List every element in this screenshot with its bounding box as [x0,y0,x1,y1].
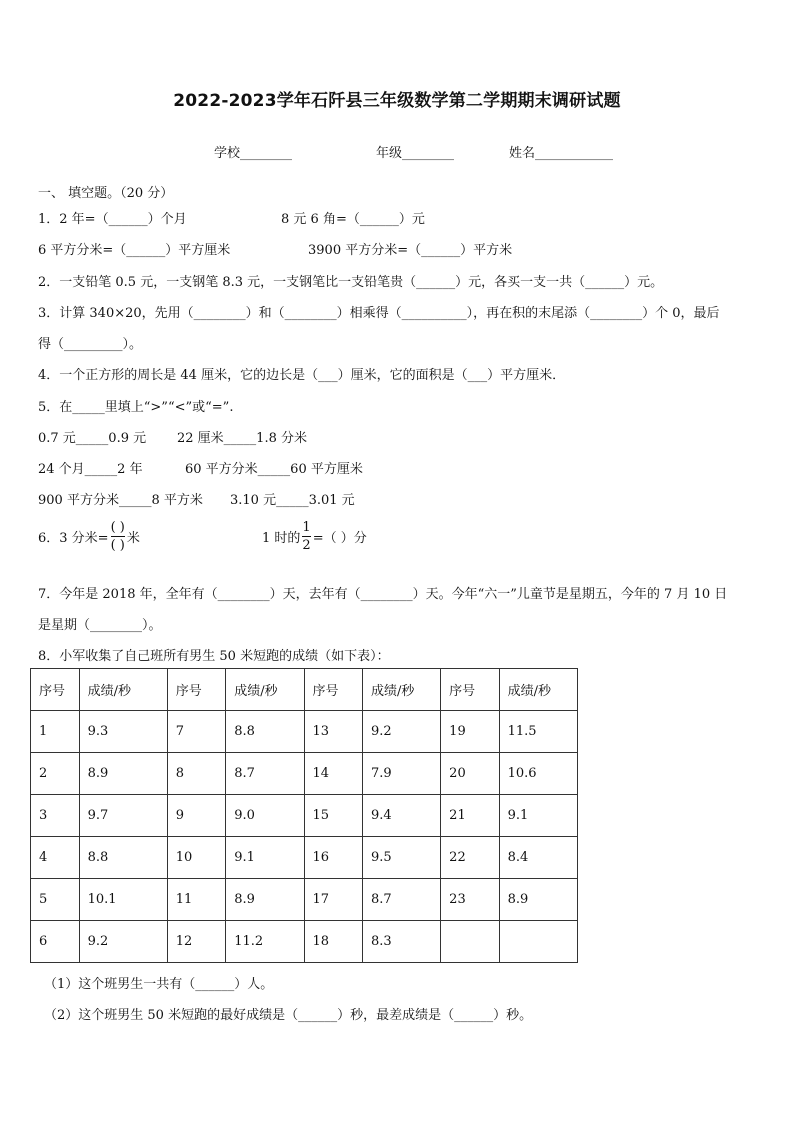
fraction-numerator: 1 [302,520,311,535]
table-cell: 8 [167,753,225,795]
question-1a: 1．2 年=（______）个月 [38,212,187,227]
fraction-denominator: ( ) [110,538,125,553]
table-row [31,921,578,963]
table-cell: 21 [441,795,499,837]
fraction-numerator: ( ) [110,520,125,535]
table-row [31,837,578,879]
table-cell [499,921,577,963]
compare-item: 3.10 元_____3.01 元 [230,493,355,508]
table-cell: 9.2 [79,921,167,963]
table-cell: 9.2 [362,711,440,753]
table-cell: 14 [304,753,362,795]
table-header-cell: 序号 [441,669,499,711]
question-6b [262,520,367,553]
table-cell: 8.8 [226,711,304,753]
question-1b: 8 元 6 角=（______）元 [281,212,425,227]
question-5-intro: 5．在_____里填上“>”“<”或“=”. [38,400,234,415]
page-title: 2022-2023学年石阡县三年级数学第二学期期末调研试题 [173,91,621,111]
table-cell: 8.9 [226,879,304,921]
sprint-results-table [30,668,578,963]
table-header-cell: 序号 [31,669,80,711]
table-cell: 5 [31,879,80,921]
table-cell: 9.1 [499,795,577,837]
table-cell: 23 [441,879,499,921]
q6a-suffix: 米 [126,531,140,546]
table-cell: 20 [441,753,499,795]
table-cell: 8.4 [499,837,577,879]
table-cell: 8.7 [362,879,440,921]
table-cell: 8.9 [499,879,577,921]
table-cell: 17 [304,879,362,921]
question-8-sub1: （1）这个班男生一共有（______）人。 [44,977,274,992]
question-7-line1: 7．今年是 2018 年，全年有（________）天，去年有（________）天。今年“六一”儿童节是星期五，今年的 7 月 10 日 [38,587,728,602]
table-cell: 8.3 [362,921,440,963]
question-6a [38,520,140,553]
fraction-blank [111,520,125,553]
table-header-row [31,669,578,711]
question-4: 4．一个正方形的周长是 44 厘米，它的边长是（___）厘米，它的面积是（___）平方厘米． [38,368,566,383]
table-cell: 12 [167,921,225,963]
compare-item: 900 平方分米_____8 平方米 [38,493,203,508]
table-cell: 9 [167,795,225,837]
table-cell: 10.1 [79,879,167,921]
compare-item: 60 平方分米_____60 平方厘米 [185,462,363,477]
table-header-cell: 成绩/秒 [226,669,304,711]
q6a-prefix: 6．3 分米= [38,531,109,546]
table-cell: 7.9 [362,753,440,795]
table-cell: 9.7 [79,795,167,837]
table-cell: 1 [31,711,80,753]
question-8-intro: 8．小军收集了自己班所有男生 50 米短跑的成绩（如下表）： [38,649,390,664]
table-row [31,879,578,921]
school-field[interactable]: 学校________ [214,146,293,161]
table-cell: 9.5 [362,837,440,879]
question-7-line2: 是星期（________）。 [38,618,162,633]
table-cell: 8.9 [79,753,167,795]
table-header-cell: 序号 [167,669,225,711]
table-cell: 8.8 [79,837,167,879]
compare-item: 22 厘米_____1.8 分米 [177,431,307,446]
question-3-line1: 3．计算 340×20，先用（________）和（________）相乘得（__________），再在积的末尾添（________）个 0，最后 [38,306,720,321]
fraction-one-half [302,520,310,553]
table-cell: 16 [304,837,362,879]
table-cell: 13 [304,711,362,753]
table-cell: 6 [31,921,80,963]
question-8-sub2: （2）这个班男生 50 米短跑的最好成绩是（______）秒，最差成绩是（______）秒。 [44,1008,533,1023]
fraction-denominator: 2 [302,538,311,553]
question-2: 2．一支铅笔 0.5 元，一支钢笔 8.3 元，一支钢笔比一支铅笔贵（______）元，各买一支一共（______）元。 [38,275,664,290]
table-header-cell: 成绩/秒 [79,669,167,711]
table-cell: 9.4 [362,795,440,837]
table-cell: 9.3 [79,711,167,753]
table-cell: 10.6 [499,753,577,795]
table-row [31,753,578,795]
question-3-line2: 得（_________）。 [38,337,143,352]
table-cell: 4 [31,837,80,879]
table-row [31,711,578,753]
table-cell: 2 [31,753,80,795]
compare-item: 0.7 元_____0.9 元 [38,431,147,446]
table-cell: 15 [304,795,362,837]
table-cell: 11.2 [226,921,304,963]
section-heading: 一、 填空题。（20 分） [38,186,174,201]
table-cell: 8.7 [226,753,304,795]
table-cell: 22 [441,837,499,879]
table-cell: 11 [167,879,225,921]
compare-item: 24 个月_____2 年 [38,462,143,477]
table-cell [441,921,499,963]
table-cell: 10 [167,837,225,879]
table-cell: 9.1 [226,837,304,879]
table-header-cell: 成绩/秒 [499,669,577,711]
table-cell: 19 [441,711,499,753]
question-1d: 3900 平方分米=（______）平方米 [308,243,513,258]
q6b-suffix: =（ ）分 [312,531,367,546]
table-cell: 3 [31,795,80,837]
q6b-prefix: 1 时的 [262,531,301,546]
table-header-cell: 序号 [304,669,362,711]
name-field[interactable]: 姓名____________ [509,146,614,161]
table-cell: 7 [167,711,225,753]
table-cell: 11.5 [499,711,577,753]
table-row [31,795,578,837]
table-cell: 18 [304,921,362,963]
question-1c: 6 平方分米=（______）平方厘米 [38,243,231,258]
grade-field[interactable]: 年级________ [376,146,455,161]
table-cell: 9.0 [226,795,304,837]
table-header-cell: 成绩/秒 [362,669,440,711]
